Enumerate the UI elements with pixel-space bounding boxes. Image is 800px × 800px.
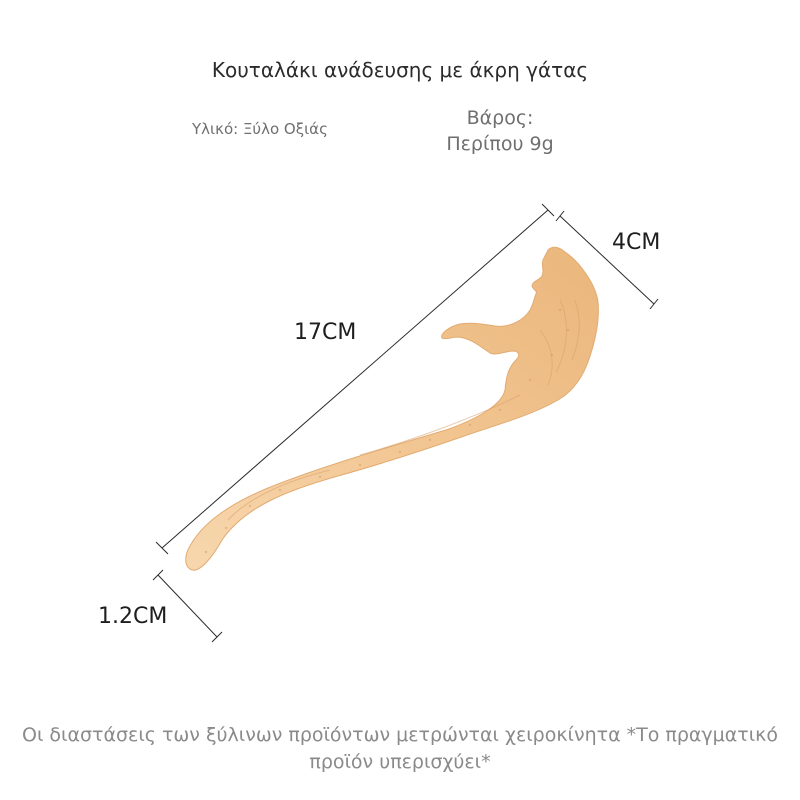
head-width-label: 4CM: [612, 230, 661, 255]
handle-width-label: 1.2CM: [98, 604, 168, 629]
material-label: Υλικό: Ξύλο Οξιάς: [192, 120, 328, 138]
measurement-disclaimer: Οι διαστάσεις των ξύλινων προϊόντων μετρώνται χειροκίνητα *Το πραγματικό προϊόν υπερισχύει*: [22, 724, 778, 773]
product-title: Κουταλάκι ανάδευσης με άκρη γάτας: [211, 58, 589, 82]
length-label: 17CM: [294, 320, 357, 345]
weight-value: Περίπου 9g: [446, 132, 554, 155]
cat-stirring-spoon: [186, 247, 599, 570]
length-dimension-line: [162, 210, 548, 548]
weight-label: Βάρος:: [466, 107, 534, 129]
